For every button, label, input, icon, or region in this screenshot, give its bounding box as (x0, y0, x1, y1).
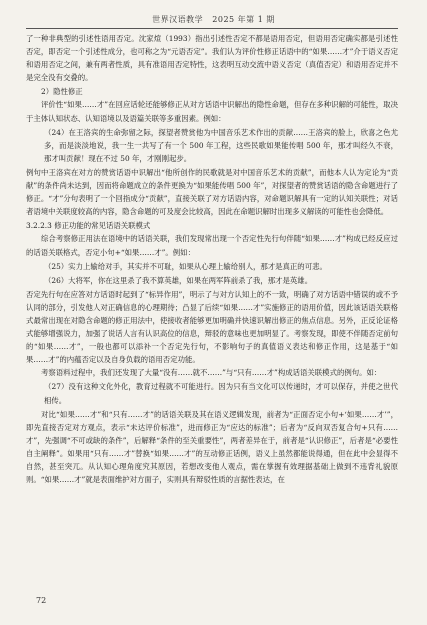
paragraph-5: 否定先行句在应答对方话语时起到了“标异作用”，明示了与对方认知上的不一致，明确了对方话语中错误的或不予认同的部分，引发他人对正确信息的心理期待；凸显了后续“如果……才”实施修正的语用价值，因此该话语关联格式最常出现在对隐含命题的修正用法中，使接收者能够更加明确并快速识解出修正的焦点信息。另外，正反论证格式能够增强说力，加强了说话人言有认识高位的信息，辩驳的意味也更加明显了。考察发现，即使不伴随否定前句的“如果……才”，一般也都可以添补一个否定先行句，不影响句子的真值语义表达和修正作用，这是基于“如果……才”的内蕴否定以及自身负载的语用否定功能。 (26, 289, 398, 365)
heading-implicit-correction: 2）隐性修正 (41, 87, 83, 97)
running-header (0, 14, 427, 25)
paragraph-1: 了一种非典型的引述性语用否定。沈家煊（1993）指出引述性否定不都是语用否定，但语用否定确实都是引述性否定，即否定一个引述性成分，也可称之为“元语否定”。我们认为评价性修正话语中的“如果……才”介于语义否定和语用否定之间，兼有两者性质，具有准语用否定特性，这表明互动交流中语义否定（真值否定）和语用否定并不是完全没有交叠的。 (26, 34, 398, 83)
issue-label: 2025 年第 1 期 (212, 15, 275, 24)
journal-name: 世界汉语教学 (152, 15, 204, 24)
paragraph-6: 考察语料过程中，我们还发现了大量“没有……就不……”与“只有……才”构成话语关联模式的例句。如： (41, 368, 382, 378)
example-24: （24）在王洛宾的生命弥留之际，探望者赞赏他为中国音乐艺术作出的贡献……王洛宾的脸上，欣喜之色尤多，而是淡淡地说，我一生一共写了有一个 500 年工程，这些民歌如果能传唱 500 年，那才叫经久不衰，那才叫贡献！现在不过 50 年，才刚刚起步。 (44, 127, 398, 163)
header-rule (26, 28, 398, 29)
example-26: （26）大将军，你在这里杀了我不算英雄，如果在两军阵前杀了我，那才是英雄。 (44, 275, 313, 285)
paragraph-4: 综合考察修正用法在语境中的话语关联，我们发现常出现一个否定性先行句伴随“如果……才”构成已经反应过的话语关联格式，否定小句+“如果……才”。例如： (26, 234, 398, 257)
page-number: 72 (36, 596, 47, 605)
section-heading: 3.2.2.3 修正功能的常见话语关联模式 (26, 221, 151, 231)
paragraph-7: 对比“如果……才”和“只有……才”的话语关联及其在语义逻辑发现，前者为“正面否定小句+‘如果……才’”，即先直接否定对方观点，表示“未达评价标准”，进而修正为“应达的标准”；后者为“反向双否复合句+只有……才”，先强调“不可或缺的条件”，后解释“条件的至关重要性”，两者差异在于，前者是“认识修正”，后者是“必要性自主阐释”。如果用“只有……才”替换“如果……才”的互动修正话例，语义上虽然都能说得通，但在此中会显得不自然，甚至突兀。从认知心理角度究其原因，若想改变他人观点，需在掌握有效理据基础上做到不违背礼貌原则。“如果……才”就是表面维护对方面子，实则具有辩驳性质的言据性表达，在 (26, 409, 398, 485)
example-27: （27）没有这种文化外化，教育过程就不可能进行。因为只有当文化可以传递时，才可以保存，并使之世代相传。 (44, 382, 398, 405)
paragraph-2: 评价性“如果……才”在回应话轮还能够修正从对方话语中识解出的隐性命题，但存在多种识解的可能性，取决于主体认知状态、认知语境以及语篇关联等多重因素。例如： (26, 100, 398, 123)
article-body (26, 32, 398, 486)
paragraph-3: 例句中王洛宾在对方的赞赏话语中识解出“他所创作的民歌就是对中国音乐艺术的贡献”，而他本人认为定论为“贡献”的条件尚未达到，因而将命题成立的条件更换为“如果能传唱 500 年”，对探望者的赞赏话语的隐含命题进行了修正。“才”分句表明了一个回指成分“贡献”，直接关联了对方话语内容，对命题识解具有一定的认知关联性；对话者语境中关联度较高的内容，隐含命题的可及度会比较高，因此在命题识解时出现多义解读的可能性也会降低。 (26, 167, 398, 217)
example-25: （25）实力上输给对手，其实并不可耻，如果从心理上输给别人，那才是真正的可悲。 (44, 261, 327, 271)
